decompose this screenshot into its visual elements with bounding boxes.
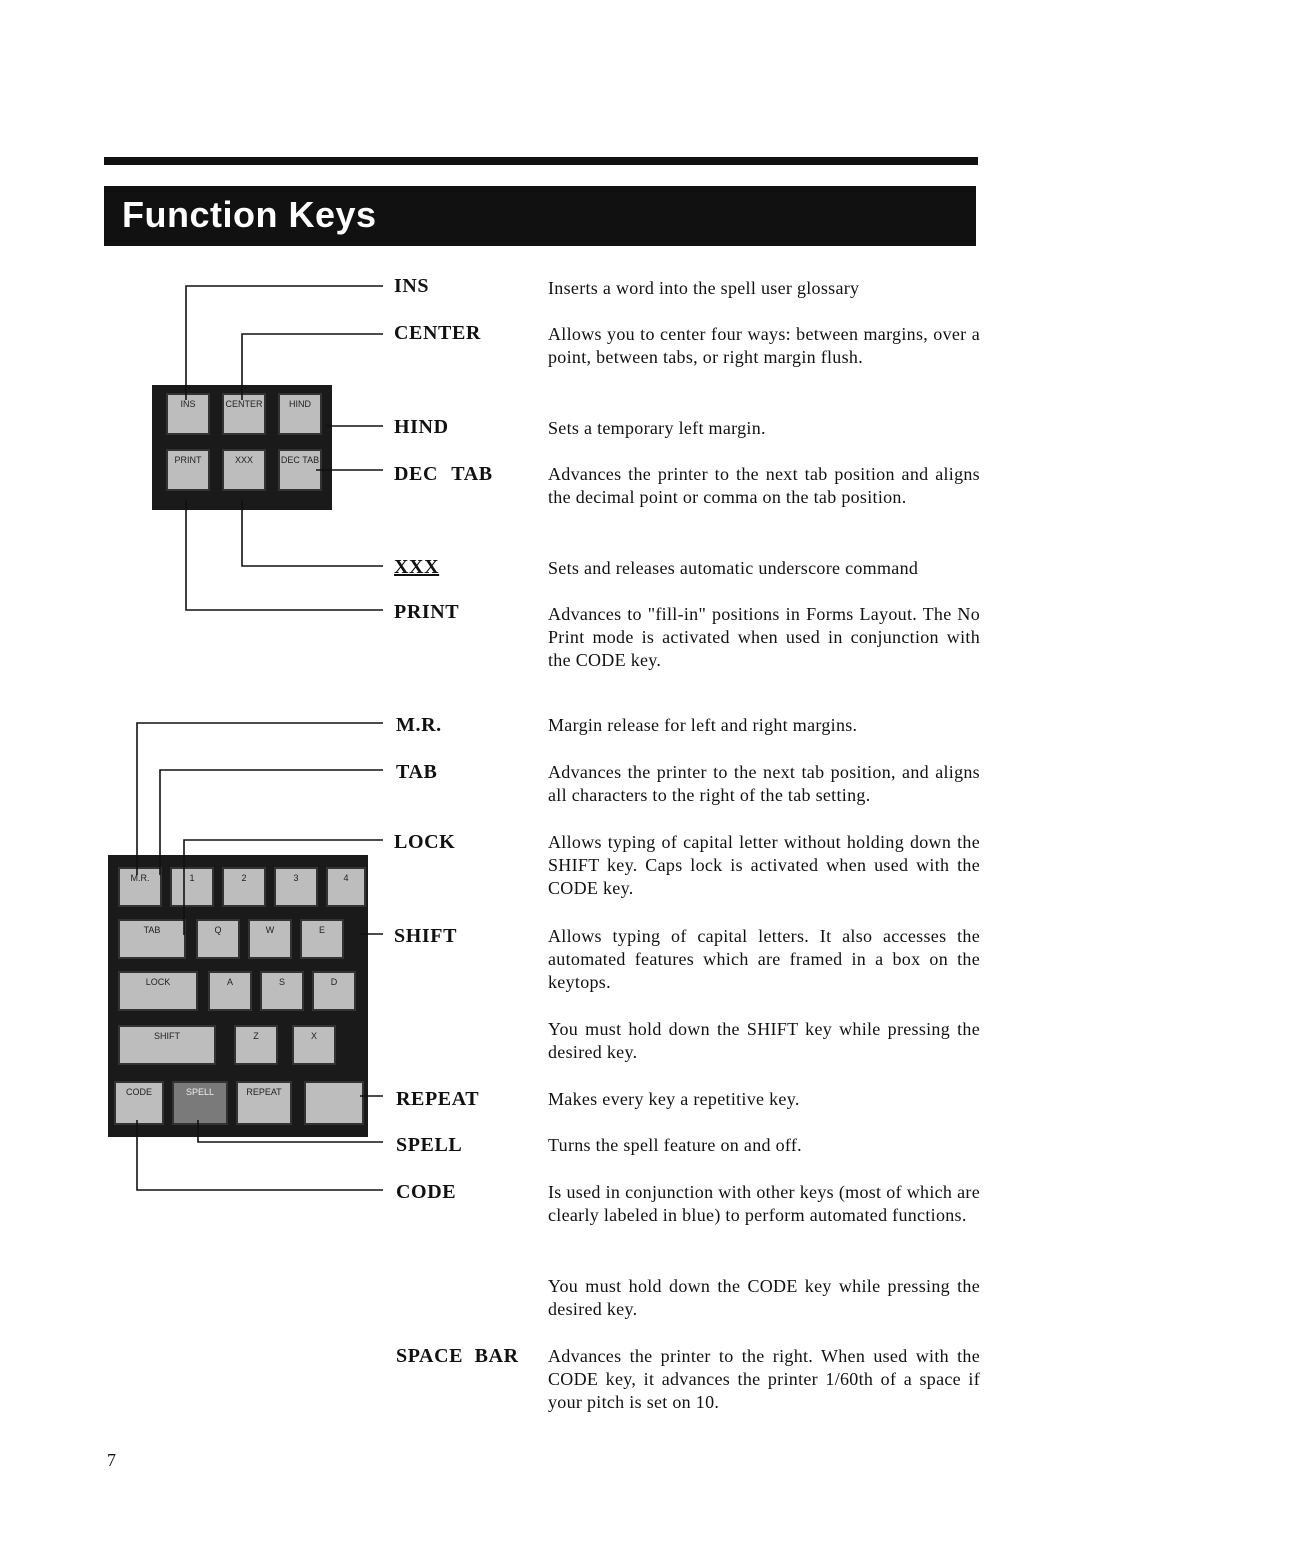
key-center: CENTER [222,393,266,435]
key-1: 1 [170,867,214,907]
desc-code-note: You must hold down the CODE key while pressing the desired key. [548,1276,980,1319]
desc-print: Advances to "fill-in" positions in Forms Layout. The No Print mode is activated when used in conjunction with the CODE key. [548,604,980,670]
key-ins: INS [166,393,210,435]
desc-repeat: Makes every key a repetitive key. [548,1089,800,1109]
desc-spell: Turns the spell feature on and off. [548,1135,802,1155]
label-mr: M.R. [396,714,442,736]
key-z: Z [234,1025,278,1065]
key-x: X [292,1025,336,1065]
page-title: Function Keys [122,194,377,235]
key-s: S [260,971,304,1011]
key-shift: SHIFT [118,1025,216,1065]
label-code: CODE [396,1181,457,1203]
label-shift: SHIFT [394,925,458,947]
key-spell: SPELL [172,1081,228,1125]
key-3: 3 [274,867,318,907]
key-w: W [248,919,292,959]
label-lock: LOCK [394,831,456,853]
desc-ins: Inserts a word into the spell user glossary [548,278,860,298]
key-code: CODE [114,1081,164,1125]
desc-tab: Advances the printer to the next tab position, and aligns all characters to the right of the tab setting. [548,762,980,805]
key-a: A [208,971,252,1011]
label-ins: INS [394,275,430,297]
desc-dec-tab: Advances the printer to the next tab position and aligns the decimal point or comma on the tab position. [548,464,980,507]
key-mr: M.R. [118,867,162,907]
key-print: PRINT [166,449,210,491]
label-center: CENTER [394,322,481,344]
label-tab: TAB [396,761,438,783]
label-spell: SPELL [396,1134,463,1156]
key-lock: LOCK [118,971,198,1011]
label-print: PRINT [394,601,460,623]
key-hind: HIND [278,393,322,435]
desc-xxx: Sets and releases automatic underscore command [548,558,919,578]
key-2: 2 [222,867,266,907]
page-number: 7 [107,1450,116,1470]
key-e: E [300,919,344,959]
desc-shift-note: You must hold down the SHIFT key while pressing the desired key. [548,1019,980,1062]
label-space-bar: SPACE BAR [396,1345,519,1367]
desc-lock: Allows typing of capital letter without holding down the SHIFT key. Caps lock is activated when used with the CODE key. [548,832,980,898]
label-dec-tab: DEC TAB [394,463,493,485]
key-xxx: XXX [222,449,266,491]
key-4: 4 [326,867,366,907]
desc-mr: Margin release for left and right margins. [548,715,858,735]
key-tab: TAB [118,919,186,959]
key-d: D [312,971,356,1011]
desc-space-bar: Advances the printer to the right. When used with the CODE key, it advances the printer 1/60th of a space if your pitch is set on 10. [548,1346,980,1412]
desc-center: Allows you to center four ways: between margins, over a point, between tabs, or right margin flush. [548,324,980,367]
label-hind: HIND [394,416,449,438]
key-dec-tab: DEC TAB [278,449,322,491]
label-repeat: REPEAT [396,1088,480,1110]
label-xxx: XXX [394,556,440,578]
desc-hind: Sets a temporary left margin. [548,418,766,438]
desc-shift: Allows typing of capital letters. It also accesses the automated features which are framed in a box on the keytops. [548,926,980,992]
key-repeat: REPEAT [236,1081,292,1125]
desc-code: Is used in conjunction with other keys (most of which are clearly labeled in blue) to perform automated functions. [548,1182,980,1225]
key-q: Q [196,919,240,959]
